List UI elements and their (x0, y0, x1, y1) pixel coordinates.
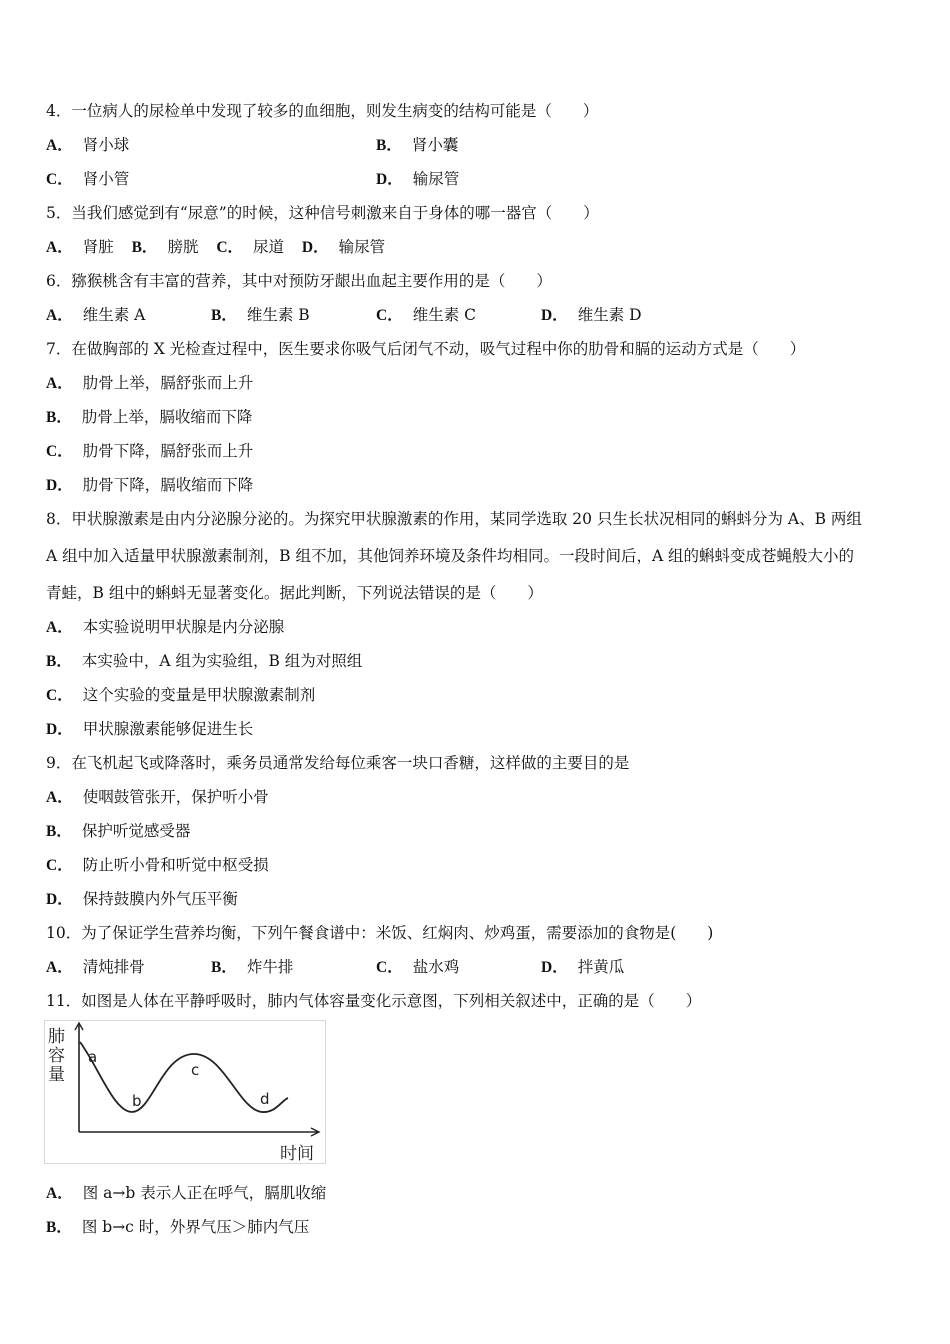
option-text: 肋骨下降，膈收缩而下降 (82, 476, 254, 494)
option-letter: C． (376, 959, 403, 976)
option-letter: A． (46, 239, 73, 256)
option-letter: C． (46, 857, 73, 874)
option-letter: B． (46, 1219, 72, 1236)
option-text: 这个实验的变量是甲状腺激素制剂 (82, 686, 316, 704)
option-text: 输尿管 (338, 238, 386, 256)
y-axis-label-char: 肺 (48, 1027, 65, 1047)
q6-option-d (541, 305, 642, 326)
y-axis-label-char: 容 (48, 1046, 65, 1066)
q11-option-b (46, 1217, 309, 1238)
q4-option-d (376, 169, 459, 190)
option-text: 拌黄瓜 (577, 958, 625, 976)
q9-option-c (46, 855, 269, 876)
option-text: 保护听觉感受器 (81, 822, 191, 840)
point-label-b: b (132, 1092, 142, 1110)
option-letter: B． (211, 959, 237, 976)
option-text: 保持鼓膜内外气压平衡 (82, 890, 238, 908)
option-text: 肾小囊 (411, 136, 459, 154)
option-letter: C． (216, 239, 244, 256)
q6-option-c (376, 305, 476, 326)
option-letter: D． (46, 477, 73, 494)
option-letter: C． (46, 443, 73, 460)
option-text: 维生素 C (412, 306, 476, 324)
lung-volume-figure (44, 1020, 326, 1164)
q10-option-c (376, 957, 459, 978)
option-letter: A． (46, 307, 73, 324)
option-letter: D． (301, 239, 329, 256)
q9-option-d (46, 889, 238, 910)
q8-option-c (46, 685, 315, 706)
option-letter: C． (46, 171, 73, 188)
option-text: 肾小球 (82, 136, 130, 154)
q8-stem-line-2: A 组中加入适量甲状腺激素制剂，B 组不加，其他饲养环境及条件均相同。一段时间后，A 组的蝌蚪变成苍蝇般大小的 (46, 547, 855, 565)
option-letter: D． (541, 307, 568, 324)
q10-stem: 10．为了保证学生营养均衡，下列午餐食谱中：米饭、红焖肉、炒鸡蛋，需要添加的食物是( ) (46, 924, 714, 942)
option-letter: B． (46, 409, 72, 426)
q7-option-c (46, 441, 253, 462)
option-letter: A． (46, 375, 73, 392)
option-text: 肾脏 (82, 238, 114, 256)
option-letter: B． (131, 239, 158, 256)
option-text: 肋骨下降，膈舒张而上升 (82, 442, 254, 460)
option-text: 维生素 A (82, 306, 146, 324)
q7-option-d (46, 475, 253, 496)
q11-option-a (46, 1183, 326, 1204)
point-label-c: c (191, 1061, 200, 1079)
point-label-a: a (88, 1048, 98, 1066)
option-text: 图 a→b 表示人正在呼气，膈肌收缩 (82, 1184, 327, 1202)
q9-stem: 9．在飞机起飞或降落时，乘务员通常发给每位乘客一块口香糖，这样做的主要目的是 (46, 754, 630, 772)
q7-option-a (46, 373, 253, 394)
option-letter: B． (46, 653, 72, 670)
option-text: 盐水鸡 (412, 958, 460, 976)
option-text: 维生素 B (246, 306, 310, 324)
option-letter: D． (46, 891, 73, 908)
q9-option-b (46, 821, 190, 842)
q4-option-a (46, 135, 129, 156)
option-text: 维生素 D (577, 306, 642, 324)
option-text: 炸牛排 (246, 958, 294, 976)
option-text: 防止听小骨和听觉中枢受损 (82, 856, 269, 874)
option-text: 肋骨上举，膈收缩而下降 (81, 408, 253, 426)
option-letter: B． (211, 307, 237, 324)
q4-option-b (376, 135, 458, 156)
option-text: 清炖排骨 (82, 958, 145, 976)
q8-option-a (46, 617, 284, 638)
q8-option-d (46, 719, 253, 740)
q6-option-a (46, 305, 145, 326)
y-axis-label-char: 量 (48, 1065, 65, 1085)
option-text: 尿道 (253, 238, 285, 256)
q9-option-a (46, 787, 269, 808)
point-label-d: d (260, 1090, 270, 1108)
option-letter: C． (376, 307, 403, 324)
option-letter: D． (376, 171, 403, 188)
option-text: 图 b→c 时，外界气压＞肺内气压 (81, 1218, 310, 1236)
option-letter: A． (46, 1185, 73, 1202)
option-letter: D． (541, 959, 568, 976)
q5-stem: 5．当我们感觉到有“尿意”的时候，这种信号刺激来自于身体的哪一器官（ ） (46, 204, 599, 222)
option-text: 使咽鼓管张开，保护听小骨 (82, 788, 269, 806)
option-text: 肋骨上举，膈舒张而上升 (82, 374, 254, 392)
q7-option-b (46, 407, 252, 428)
q10-option-b (211, 957, 293, 978)
option-letter: B． (376, 137, 402, 154)
option-text: 甲状腺激素能够促进生长 (82, 720, 254, 738)
q4-stem: 4．一位病人的尿检单中发现了较多的血细胞，则发生病变的结构可能是（ ） (46, 102, 599, 120)
option-letter: B． (46, 823, 72, 840)
q7-stem: 7．在做胸部的 X 光检查过程中，医生要求你吸气后闭气不动，吸气过程中你的肋骨和膈的运动方式是（ ） (46, 340, 806, 358)
option-letter: C． (46, 687, 73, 704)
option-letter: A． (46, 137, 73, 154)
option-text: 肾小管 (82, 170, 130, 188)
q6-stem: 6．猕猴桃含有丰富的营养，其中对预防牙龈出血起主要作用的是（ ） (46, 272, 552, 290)
option-text: 本实验中，A 组为实验组，B 组为对照组 (81, 652, 363, 670)
option-letter: A． (46, 789, 73, 806)
option-letter: A． (46, 619, 73, 636)
option-letter: D． (46, 721, 73, 738)
option-text: 本实验说明甲状腺是内分泌腺 (82, 618, 285, 636)
option-letter: A． (46, 959, 73, 976)
q4-option-c (46, 169, 129, 190)
q11-stem: 11．如图是人体在平静呼吸时，肺内气体容量变化示意图，下列相关叙述中，正确的是（ ） (46, 992, 702, 1010)
option-text: 输尿管 (412, 170, 460, 188)
q8-stem-line-1: 8．甲状腺激素是由内分泌腺分泌的。为探究甲状腺激素的作用，某同学选取 20 只生长状况相同的蝌蚪分为 A、B 两组 (46, 510, 862, 528)
q5-options (46, 237, 385, 258)
option-text: 膀胱 (167, 238, 199, 256)
x-axis-label: 时间 (280, 1144, 314, 1164)
q8-stem-line-3: 青蛙，B 组中的蝌蚪无显著变化。据此判断，下列说法错误的是（ ） (46, 584, 543, 602)
q6-option-b (211, 305, 310, 326)
q10-option-a (46, 957, 145, 978)
q10-option-d (541, 957, 624, 978)
q8-option-b (46, 651, 362, 672)
